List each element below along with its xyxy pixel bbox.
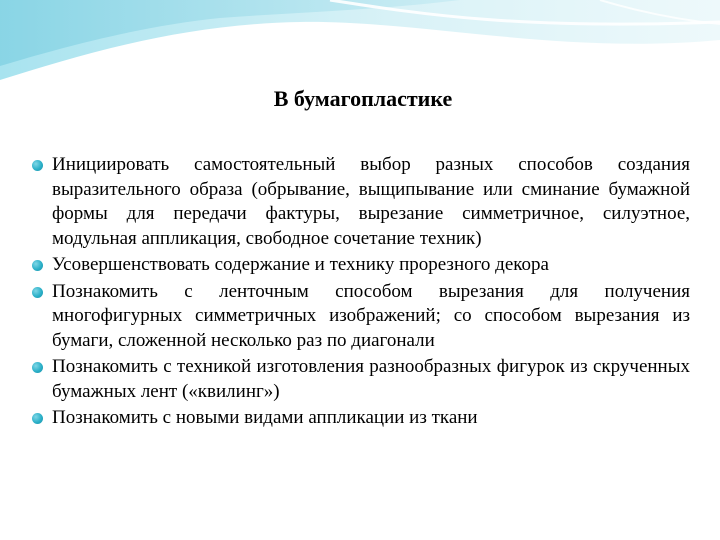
bullet-dot-icon bbox=[32, 287, 43, 298]
header-wave-decoration bbox=[0, 0, 720, 90]
list-item-text: Усовершенствовать содержание и технику прорезного декора bbox=[52, 254, 549, 275]
list-item bbox=[52, 153, 690, 251]
list-item bbox=[52, 253, 690, 278]
bullet-dot-icon bbox=[32, 160, 43, 171]
bullet-dot-icon bbox=[32, 260, 43, 271]
list-item-text: Познакомить с ленточным способом вырезания для получения многофигурных симметричных изображений; со способом вырезания из бумаги, сложенной несколько раз по диагонали bbox=[52, 280, 690, 351]
list-item bbox=[52, 355, 690, 404]
bullet-dot-icon bbox=[32, 362, 43, 373]
list-item-text: Познакомить с техникой изготовления разнообразных фигурок из скрученных бумажных лент («квилинг») bbox=[52, 356, 690, 402]
list-item-text: Инициировать самостоятельный выбор разных способов создания выразительного образа (обрывание, выщипывание или сминание бумажной формы для передачи фактуры, вырезание симметричное, силуэтное, модульная аппликация, свободное сочетание техник) bbox=[52, 154, 690, 249]
slide-title: В бумагопластике bbox=[273, 86, 453, 111]
list-item bbox=[52, 280, 690, 354]
bullet-list bbox=[52, 153, 690, 433]
list-item bbox=[52, 406, 690, 431]
list-item-text: Познакомить с новыми видами аппликации из ткани bbox=[52, 407, 478, 428]
bullet-dot-icon bbox=[32, 413, 43, 424]
